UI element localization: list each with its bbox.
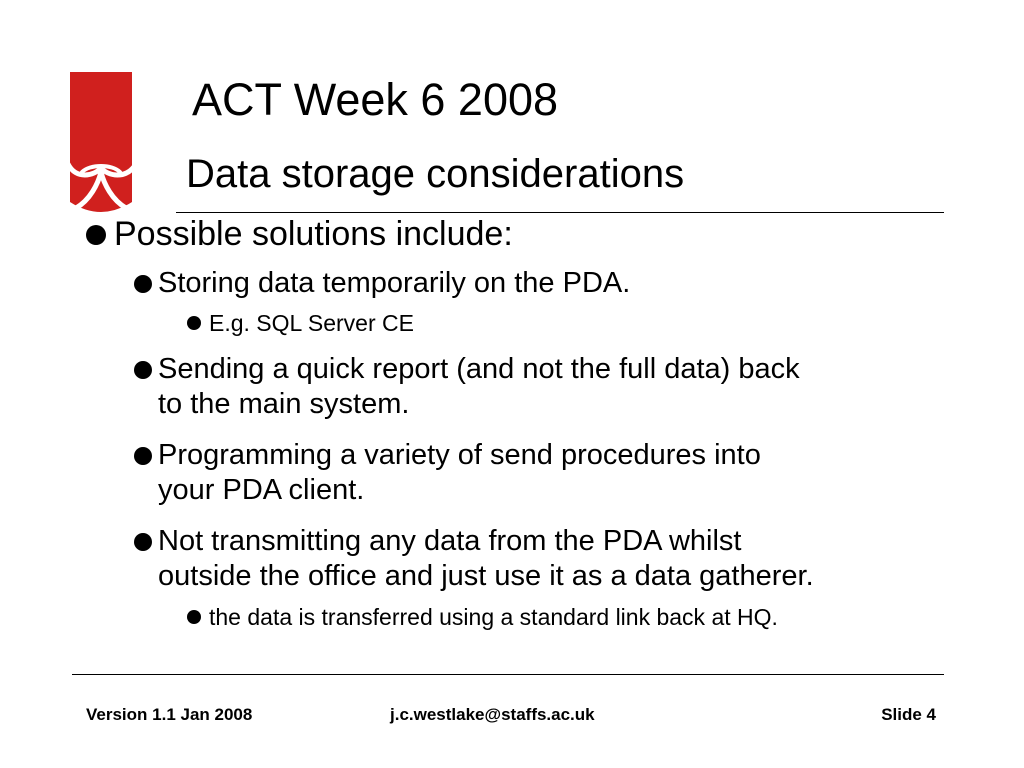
bullet-text-line: Not transmitting any data from the PDA whilst xyxy=(158,525,742,557)
bullet-list xyxy=(84,214,954,631)
bullet-text-line: Sending a quick report (and not the full data) back xyxy=(158,353,800,385)
bullet-item xyxy=(134,438,954,508)
footer-slide-number: Slide 4 xyxy=(881,705,936,724)
bullet-text-line: your PDA client. xyxy=(158,474,365,506)
bullet-icon xyxy=(134,533,152,551)
bullet-item xyxy=(187,309,954,337)
bullet-item xyxy=(84,214,954,254)
footer-version: Version 1.1 Jan 2008 xyxy=(86,705,253,724)
bullet-icon xyxy=(187,610,201,624)
bullet-icon xyxy=(187,316,201,330)
footer-email: j.c.westlake@staffs.ac.uk xyxy=(390,705,595,724)
slide-subtitle: Data storage considerations xyxy=(186,152,685,196)
bullet-icon xyxy=(86,225,106,245)
title-divider xyxy=(176,212,944,213)
bullet-text-line: to the main system. xyxy=(158,388,410,420)
university-logo-icon xyxy=(64,72,140,222)
bullet-icon xyxy=(134,447,152,465)
bullet-text-line: outside the office and just use it as a data gatherer. xyxy=(158,560,814,592)
bullet-icon xyxy=(134,361,152,379)
bullet-icon xyxy=(134,275,152,293)
bullet-item xyxy=(187,603,954,631)
slide-title: ACT Week 6 2008 xyxy=(192,74,559,125)
bullet-text: Possible solutions include: xyxy=(114,215,513,253)
bullet-item xyxy=(134,524,954,594)
bullet-text: Storing data temporarily on the PDA. xyxy=(158,267,631,299)
bullet-text-line: Programming a variety of send procedures into xyxy=(158,439,761,471)
bullet-item xyxy=(134,266,954,301)
bullet-text: E.g. SQL Server CE xyxy=(209,310,414,336)
bullet-item xyxy=(134,352,954,422)
footer-divider xyxy=(72,674,944,675)
bullet-text: the data is transferred using a standard link back at HQ. xyxy=(209,604,778,630)
